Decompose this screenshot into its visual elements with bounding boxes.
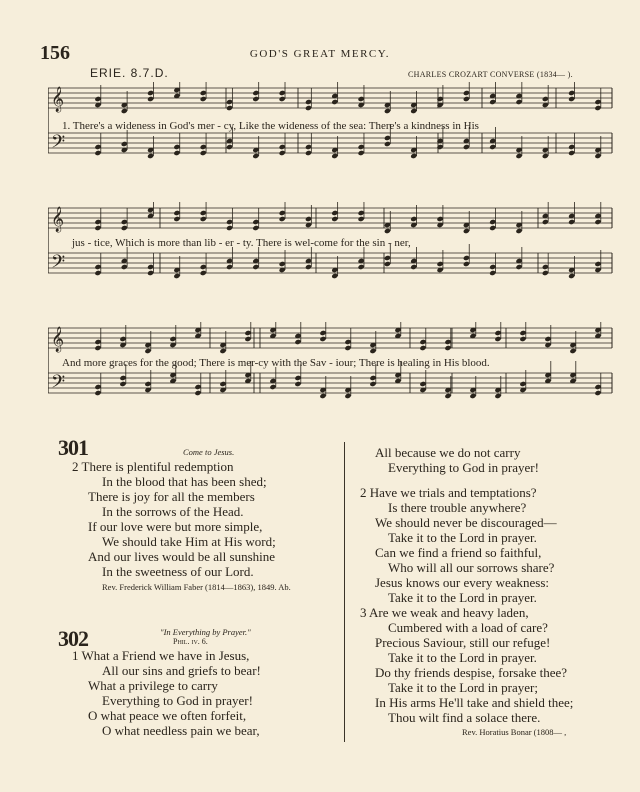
hymn-number-301: 301 (58, 435, 88, 460)
verse-line: Take it to the Lord in prayer; (388, 680, 538, 695)
treble-clef-icon: 𝄞 (51, 207, 65, 232)
column-divider (344, 442, 345, 742)
hymn-302-author: Rev. Horatius Bonar (1808— , (462, 727, 567, 737)
verse-line: In His arms He'll take and shield thee; (375, 695, 574, 710)
verse-line: Take it to the Lord in prayer. (388, 530, 537, 545)
verse-line: In the sweetness of our Lord. (102, 564, 254, 579)
hymn-number-302: 302 (58, 626, 88, 651)
verse-line: We should take Him at His word; (102, 534, 276, 549)
verse-line: All because we do not carry (375, 445, 521, 460)
verse-line: 2 There is plentiful redemption (72, 459, 234, 474)
lyric-line-1: 1. There's a wideness in God's mer - cy, Like the wideness of the sea: There's a kindness in His (62, 120, 479, 132)
verse-line: O what needless pain we bear, (102, 723, 260, 738)
bass-clef-icon: 𝄢 (51, 252, 66, 277)
verse-line: Can we find a friend so faithful, (375, 545, 542, 560)
hymn-title-302: "In Everything by Prayer." (160, 627, 251, 637)
hymn-title-301: Come to Jesus. (183, 447, 235, 457)
treble-clef-icon: 𝄞 (51, 327, 65, 352)
lyric-line-3: And more graces for the good; There is mer-cy with the Sav - iour; There is healing in His blood. (62, 357, 490, 369)
verse-line: Take it to the Lord in prayer. (388, 650, 537, 665)
bass-clef-icon: 𝄢 (51, 372, 66, 397)
verse-line: Thou wilt find a solace there. (388, 710, 541, 725)
running-head: GOD'S GREAT MERCY. (249, 48, 391, 60)
verse-line: There is joy for all the members (88, 489, 255, 504)
verse-line: If our love were but more simple, (88, 519, 263, 534)
verse-line: Take it to the Lord in prayer. (388, 590, 537, 605)
verse-line: In the blood that has been shed; (102, 474, 267, 489)
verse-line: Who will all our sorrows share? (388, 560, 555, 575)
hymn-301-author: Rev. Frederick William Faber (1814—1863), 1849. Ab. (102, 582, 291, 592)
verse-line: 1 What a Friend we have in Jesus, (72, 648, 250, 663)
verse-line: And our lives would be all sunshine (88, 549, 276, 564)
verse-line: Cumbered with a load of care? (388, 620, 548, 635)
treble-clef-icon: 𝄞 (51, 87, 65, 112)
verse-line: All our sins and griefs to bear! (102, 663, 261, 678)
verse-line: We should never be discouraged— (375, 515, 557, 530)
lyric-line-2: jus - tice, Which is more than lib - er - ty. There is wel-come for the sin - ner, (72, 237, 411, 249)
verse-line: 3 Are we weak and heavy laden, (360, 605, 529, 620)
verse-line: In the sorrows of the Head. (102, 504, 244, 519)
composer-credit: CHARLES CROZART CONVERSE (1834— ). (408, 70, 573, 79)
hymn-scripture-ref: Phil. iv. 6. (173, 637, 208, 646)
verse-line: 2 Have we trials and temptations? (360, 485, 537, 500)
bass-clef-icon: 𝄢 (51, 132, 66, 157)
verse-line: Is there trouble anywhere? (388, 500, 527, 515)
tune-name: ERIE. 8.7.D. (90, 66, 169, 80)
verse-line: Everything to God in prayer! (102, 693, 253, 708)
page-number: 156 (40, 42, 70, 64)
verse-line: Do thy friends despise, forsake thee? (375, 665, 568, 680)
verse-line: Everything to God in prayer! (388, 460, 539, 475)
verse-line: Jesus knows our every weakness: (375, 575, 550, 590)
verse-line: What a privilege to carry (88, 678, 218, 693)
verse-line: O what peace we often forfeit, (88, 708, 247, 723)
verse-line: Precious Saviour, still our refuge! (375, 635, 551, 650)
